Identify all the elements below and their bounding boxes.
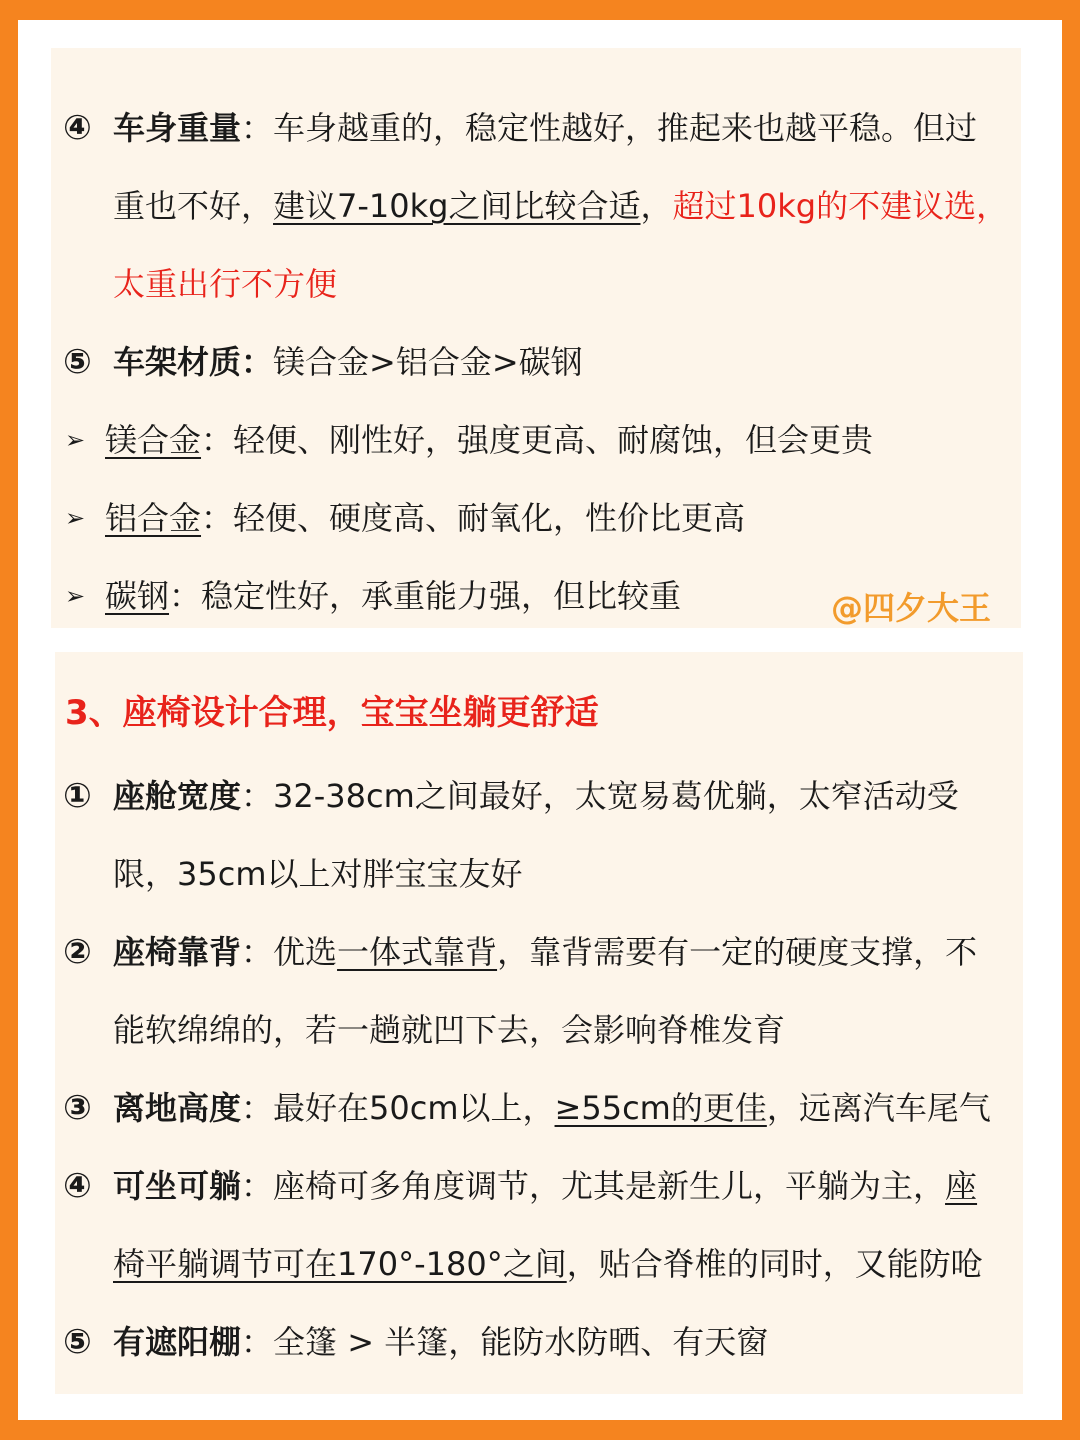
item-text: 全篷 > 半篷，能防水防晒、有天窗 [273,1323,769,1361]
item-number: ⑤ [63,342,92,382]
item-weight-line1 [113,106,977,150]
item-text: 优选 [273,933,338,971]
separator: ： [201,421,234,459]
card-seat-design [55,652,1023,1394]
item-text: ，靠背需要有一定的硬度支撑，不 [497,933,978,971]
separator: ： [241,1167,274,1205]
bullet-text: 轻便、硬度高、耐氧化，性价比更高 [233,499,746,537]
bullet-text: 稳定性好，承重能力强，但比较重 [201,577,682,615]
card-frame-weight-material [51,48,1021,628]
item-number: ③ [63,1088,92,1128]
item-label: 座椅靠背 [113,933,242,971]
item-recline-line2 [113,1242,983,1286]
item-label: 离地高度 [113,1089,242,1127]
bullet-magnesium [105,418,873,462]
underlined-text: 一体式靠背 [337,933,498,971]
separator: ： [241,109,274,147]
item-label: 可坐可躺 [113,1167,242,1205]
item-seat-width-line1 [113,774,959,818]
item-material-line [113,340,583,384]
bullet-label: 镁合金 [105,421,202,459]
item-weight-line3: 太重出行不方便 [113,265,338,303]
item-number: ④ [63,108,92,148]
bullet-text: 轻便、刚性好，强度更高、耐腐蚀，但会更贵 [233,421,874,459]
item-label: 座舱宽度 [113,777,242,815]
separator: ： [241,1323,274,1361]
separator: ： [169,577,202,615]
author-watermark: @四夕大王 [831,589,992,627]
item-text: ，远离汽车尾气 [766,1089,991,1127]
underlined-text: ≥55cm的更佳 [554,1089,767,1127]
underlined-text: 建议7-10kg之间比较合适 [273,187,641,225]
item-number: ① [63,776,92,816]
page [18,20,1062,1420]
underlined-text: 椅平躺调节可在170°-180°之间 [113,1245,567,1283]
item-text: 车身越重的，稳定性越好，推起来也越平稳。但过 [273,109,978,147]
section-title: 3、座椅设计合理，宝宝坐躺更舒适 [65,693,599,733]
item-label: 车身重量 [113,109,242,147]
item-seat-width-line2: 限，35cm以上对胖宝宝友好 [113,855,523,893]
bullet-aluminum [105,496,745,540]
arrow-bullet-icon: ➢ [65,426,86,454]
item-number: ⑤ [63,1322,92,1362]
item-label: 车架材质： [113,343,274,381]
bullet-label: 铝合金 [105,499,202,537]
warning-text: 超过10kg的不建议选， [672,187,1009,225]
item-number: ② [63,932,92,972]
separator: ： [241,933,274,971]
arrow-bullet-icon: ➢ [65,504,86,532]
item-text: 重也不好， [113,187,274,225]
item-text: 座椅可多角度调节，尤其是新生儿，平躺为主， [273,1167,946,1205]
underlined-text: 座 [945,1167,978,1205]
item-backrest-line1 [113,930,977,974]
separator: ： [241,1089,274,1127]
separator: ： [241,777,274,815]
item-weight-line2 [113,184,1008,228]
item-text: 32-38cm之间最好，太宽易葛优躺，太窄活动受 [273,777,959,815]
item-backrest-line2: 能软绵绵的，若一趟就凹下去，会影响脊椎发育 [113,1011,786,1049]
item-text: ，贴合脊椎的同时，又能防呛 [566,1245,983,1283]
bullet-label: 碳钢 [105,577,170,615]
separator: ： [201,499,234,537]
item-label: 有遮阳棚 [113,1323,242,1361]
item-number: ④ [63,1166,92,1206]
item-text: 镁合金>铝合金>碳钢 [273,343,583,381]
item-text: ， [640,187,673,225]
item-ground-height-line [113,1086,991,1130]
item-canopy-line [113,1320,768,1364]
bullet-carbon-steel [105,574,681,618]
item-recline-line1 [113,1164,977,1208]
item-text: 最好在50cm以上， [273,1089,555,1127]
arrow-bullet-icon: ➢ [65,582,86,610]
